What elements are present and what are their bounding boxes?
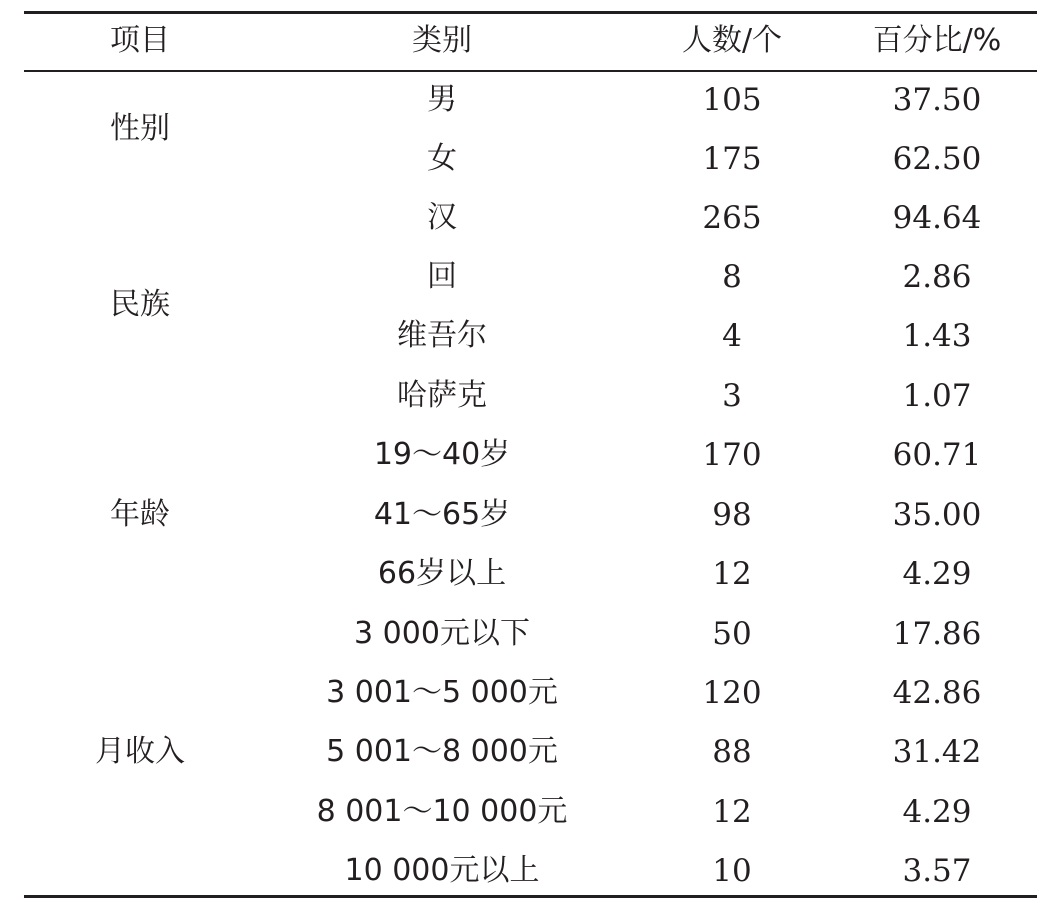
row-percent: 17.86 xyxy=(892,616,982,652)
row-percent: 2.86 xyxy=(902,259,972,295)
row-count: 8 xyxy=(722,259,742,295)
row-count: 10 xyxy=(712,853,752,889)
header-item: 项目 xyxy=(110,23,170,58)
row-category: 维吾尔 xyxy=(397,318,487,353)
row-count: 12 xyxy=(712,556,752,592)
row-count: 98 xyxy=(712,497,752,533)
row-category: 8 001～10 000元 xyxy=(316,794,568,829)
row-category: 女 xyxy=(427,141,457,176)
row-category: 3 000元以下 xyxy=(354,616,530,651)
row-category: 哈萨克 xyxy=(397,378,487,413)
group-label-age: 年龄 xyxy=(110,497,170,532)
row-category: 41～65岁 xyxy=(373,497,511,532)
row-percent: 60.71 xyxy=(892,437,982,473)
row-percent: 4.29 xyxy=(902,794,972,830)
row-category: 5 001～8 000元 xyxy=(326,734,558,769)
row-category: 3 001～5 000元 xyxy=(326,675,558,710)
row-count: 4 xyxy=(722,318,742,354)
row-percent: 37.50 xyxy=(892,82,982,118)
row-percent: 62.50 xyxy=(892,141,982,177)
table-top-rule xyxy=(24,11,1037,14)
row-count: 3 xyxy=(722,378,742,414)
row-category: 19～40岁 xyxy=(373,437,511,472)
row-percent: 4.29 xyxy=(902,556,972,592)
row-percent: 94.64 xyxy=(892,200,982,236)
row-percent: 3.57 xyxy=(902,853,972,889)
row-count: 170 xyxy=(702,437,762,473)
row-count: 120 xyxy=(702,675,762,711)
row-category: 回 xyxy=(427,259,457,294)
row-count: 105 xyxy=(702,82,762,118)
row-category: 男 xyxy=(427,82,457,117)
row-percent: 35.00 xyxy=(892,497,982,533)
row-percent: 1.07 xyxy=(902,378,972,414)
row-percent: 42.86 xyxy=(892,675,982,711)
row-category: 66岁以上 xyxy=(377,556,507,591)
header-category: 类别 xyxy=(412,23,472,58)
header-count: 人数/个 xyxy=(681,23,783,58)
row-count: 175 xyxy=(702,141,762,177)
row-percent: 1.43 xyxy=(902,318,972,354)
row-count: 88 xyxy=(712,734,752,770)
row-category: 汉 xyxy=(427,200,457,235)
group-label-gender: 性别 xyxy=(110,111,170,146)
table-header-rule xyxy=(24,70,1037,72)
row-count: 265 xyxy=(702,200,762,236)
row-count: 50 xyxy=(712,616,752,652)
header-percent: 百分比/% xyxy=(872,23,1002,58)
table-bottom-rule xyxy=(24,895,1037,898)
row-category: 10 000元以上 xyxy=(344,853,540,888)
row-count: 12 xyxy=(712,794,752,830)
group-label-ethnicity: 民族 xyxy=(110,287,170,322)
row-percent: 31.42 xyxy=(892,734,982,770)
group-label-income: 月收入 xyxy=(95,734,185,769)
